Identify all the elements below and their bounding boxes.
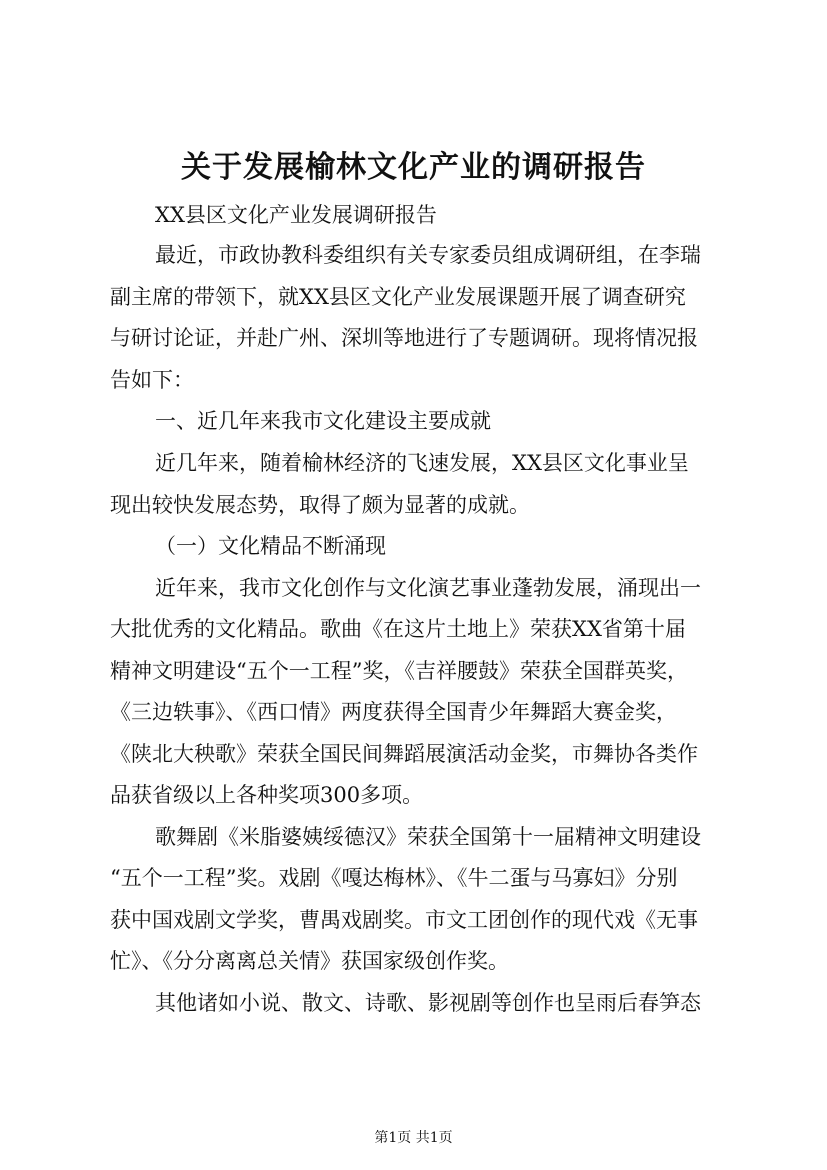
- paragraph-line: 《三边轶事》、《西口情》两度获得全国青少年舞蹈大赛金奖，: [110, 700, 677, 724]
- paragraph-line: 现出较快发展态势，取得了颇为显著的成就。: [110, 493, 530, 517]
- paragraph-line: 品获省级以上各种奖项300多项。: [110, 783, 424, 807]
- paragraph-line: “五个一工程”奖。戏剧《嘎达梅林》、《牛二蛋与马寡妇》分别: [110, 866, 678, 890]
- section-heading: 一、近几年来我市文化建设主要成就: [155, 409, 491, 433]
- paragraph-line: 忙》、《分分离离总关情》获国家级创作奖。: [110, 949, 509, 973]
- subtitle-line: XX县区文化产业发展调研报告: [155, 203, 437, 227]
- paragraph-line: 告如下：: [110, 368, 194, 392]
- paragraph-line: 近几年来，随着榆林经济的飞速发展，XX县区文化事业呈: [155, 451, 689, 475]
- paragraph-line: 最近，市政协教科委组织有关专家委员组成调研组，在李瑞: [155, 243, 701, 267]
- paragraph-line: 获中国戏剧文学奖，曹禺戏剧奖。市文工团创作的现代戏《无事: [110, 908, 698, 932]
- paragraph-line: 大批优秀的文化精品。歌曲《在这片土地上》荣获XX省第十届: [110, 617, 686, 641]
- paragraph-line: 精神文明建设“五个一工程”奖，《吉祥腰鼓》荣获全国群英奖，: [110, 659, 688, 683]
- paragraph-line: 与研讨论证，并赴广州、深圳等地进行了专题调研。现将情况报: [110, 326, 698, 350]
- paragraph-line: 副主席的带领下，就XX县区文化产业发展课题开展了调查研究: [110, 285, 686, 309]
- subsection-heading: （一）文化精品不断涌现: [155, 534, 386, 558]
- document-title: 关于发展榆林文化产业的调研报告: [181, 150, 646, 185]
- page-number-footer: 第1页 共1页: [374, 1130, 453, 1146]
- paragraph-line: 歌舞剧《米脂婆姨绥德汉》荣获全国第十一届精神文明建设: [155, 825, 701, 849]
- paragraph-line: 其他诸如小说、散文、诗歌、影视剧等创作也呈雨后春笋态: [155, 991, 701, 1015]
- paragraph-line: 近年来，我市文化创作与文化演艺事业蓬勃发展，涌现出一: [155, 576, 701, 600]
- paragraph-line: 《陕北大秧歌》荣获全国民间舞蹈展演活动金奖，市舞协各类作: [110, 742, 698, 766]
